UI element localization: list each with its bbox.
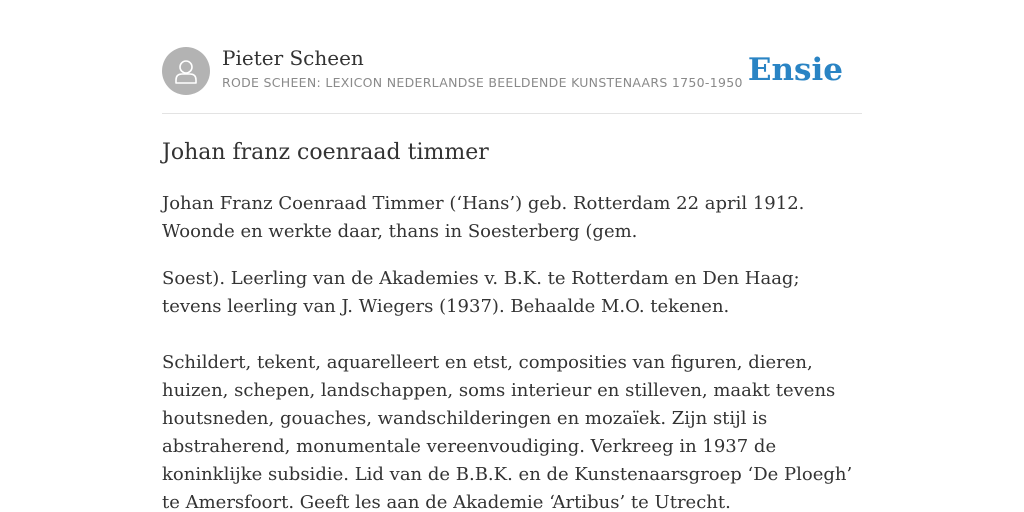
article-header (162, 46, 862, 96)
article-paragraph-2: Soest). Leerling van de Akademies v. B.K. te Rotterdam en Den Haag; tevens leerling van J. Wiegers (1937). Behaalde M.O. tekenen. (162, 268, 800, 317)
article-title: Johan franz coenraad timmer (162, 140, 489, 165)
article-paragraph-3: Schildert, tekent, aquarelleert en etst, composities van figuren, dieren, huizen, schepen, landschappen, soms interieur en stilleven, maakt tevens houtsneden, gouaches, wandschilderingen en mozaïek. Zijn stijl is abstraherend, monumentale vereenvoudiging. Verkreeg in 1937 de koninklijke subsidie. Lid van de B.B.K. en de Kunstenaarsgroep ‘De Ploegh’ te Amersfoort. Geeft les aan de Akademie ‘Artibus’ te Utrecht. (162, 352, 853, 512)
user-avatar-icon[interactable] (162, 47, 210, 95)
source-label: RODE SCHEEN: LEXICON NEDERLANDSE BEELDENDE KUNSTENAARS 1750-1950 (222, 75, 743, 90)
article-paragraph-1: Johan Franz Coenraad Timmer (‘Hans’) geb. Rotterdam 22 april 1912. Woonde en werkte daar, thans in Soesterberg (gem. (162, 193, 805, 242)
person-outline-icon (162, 47, 210, 95)
author-name-link[interactable]: Pieter Scheen (222, 46, 364, 70)
header-divider (162, 113, 862, 114)
ensie-logo[interactable]: Ensie (747, 52, 843, 88)
